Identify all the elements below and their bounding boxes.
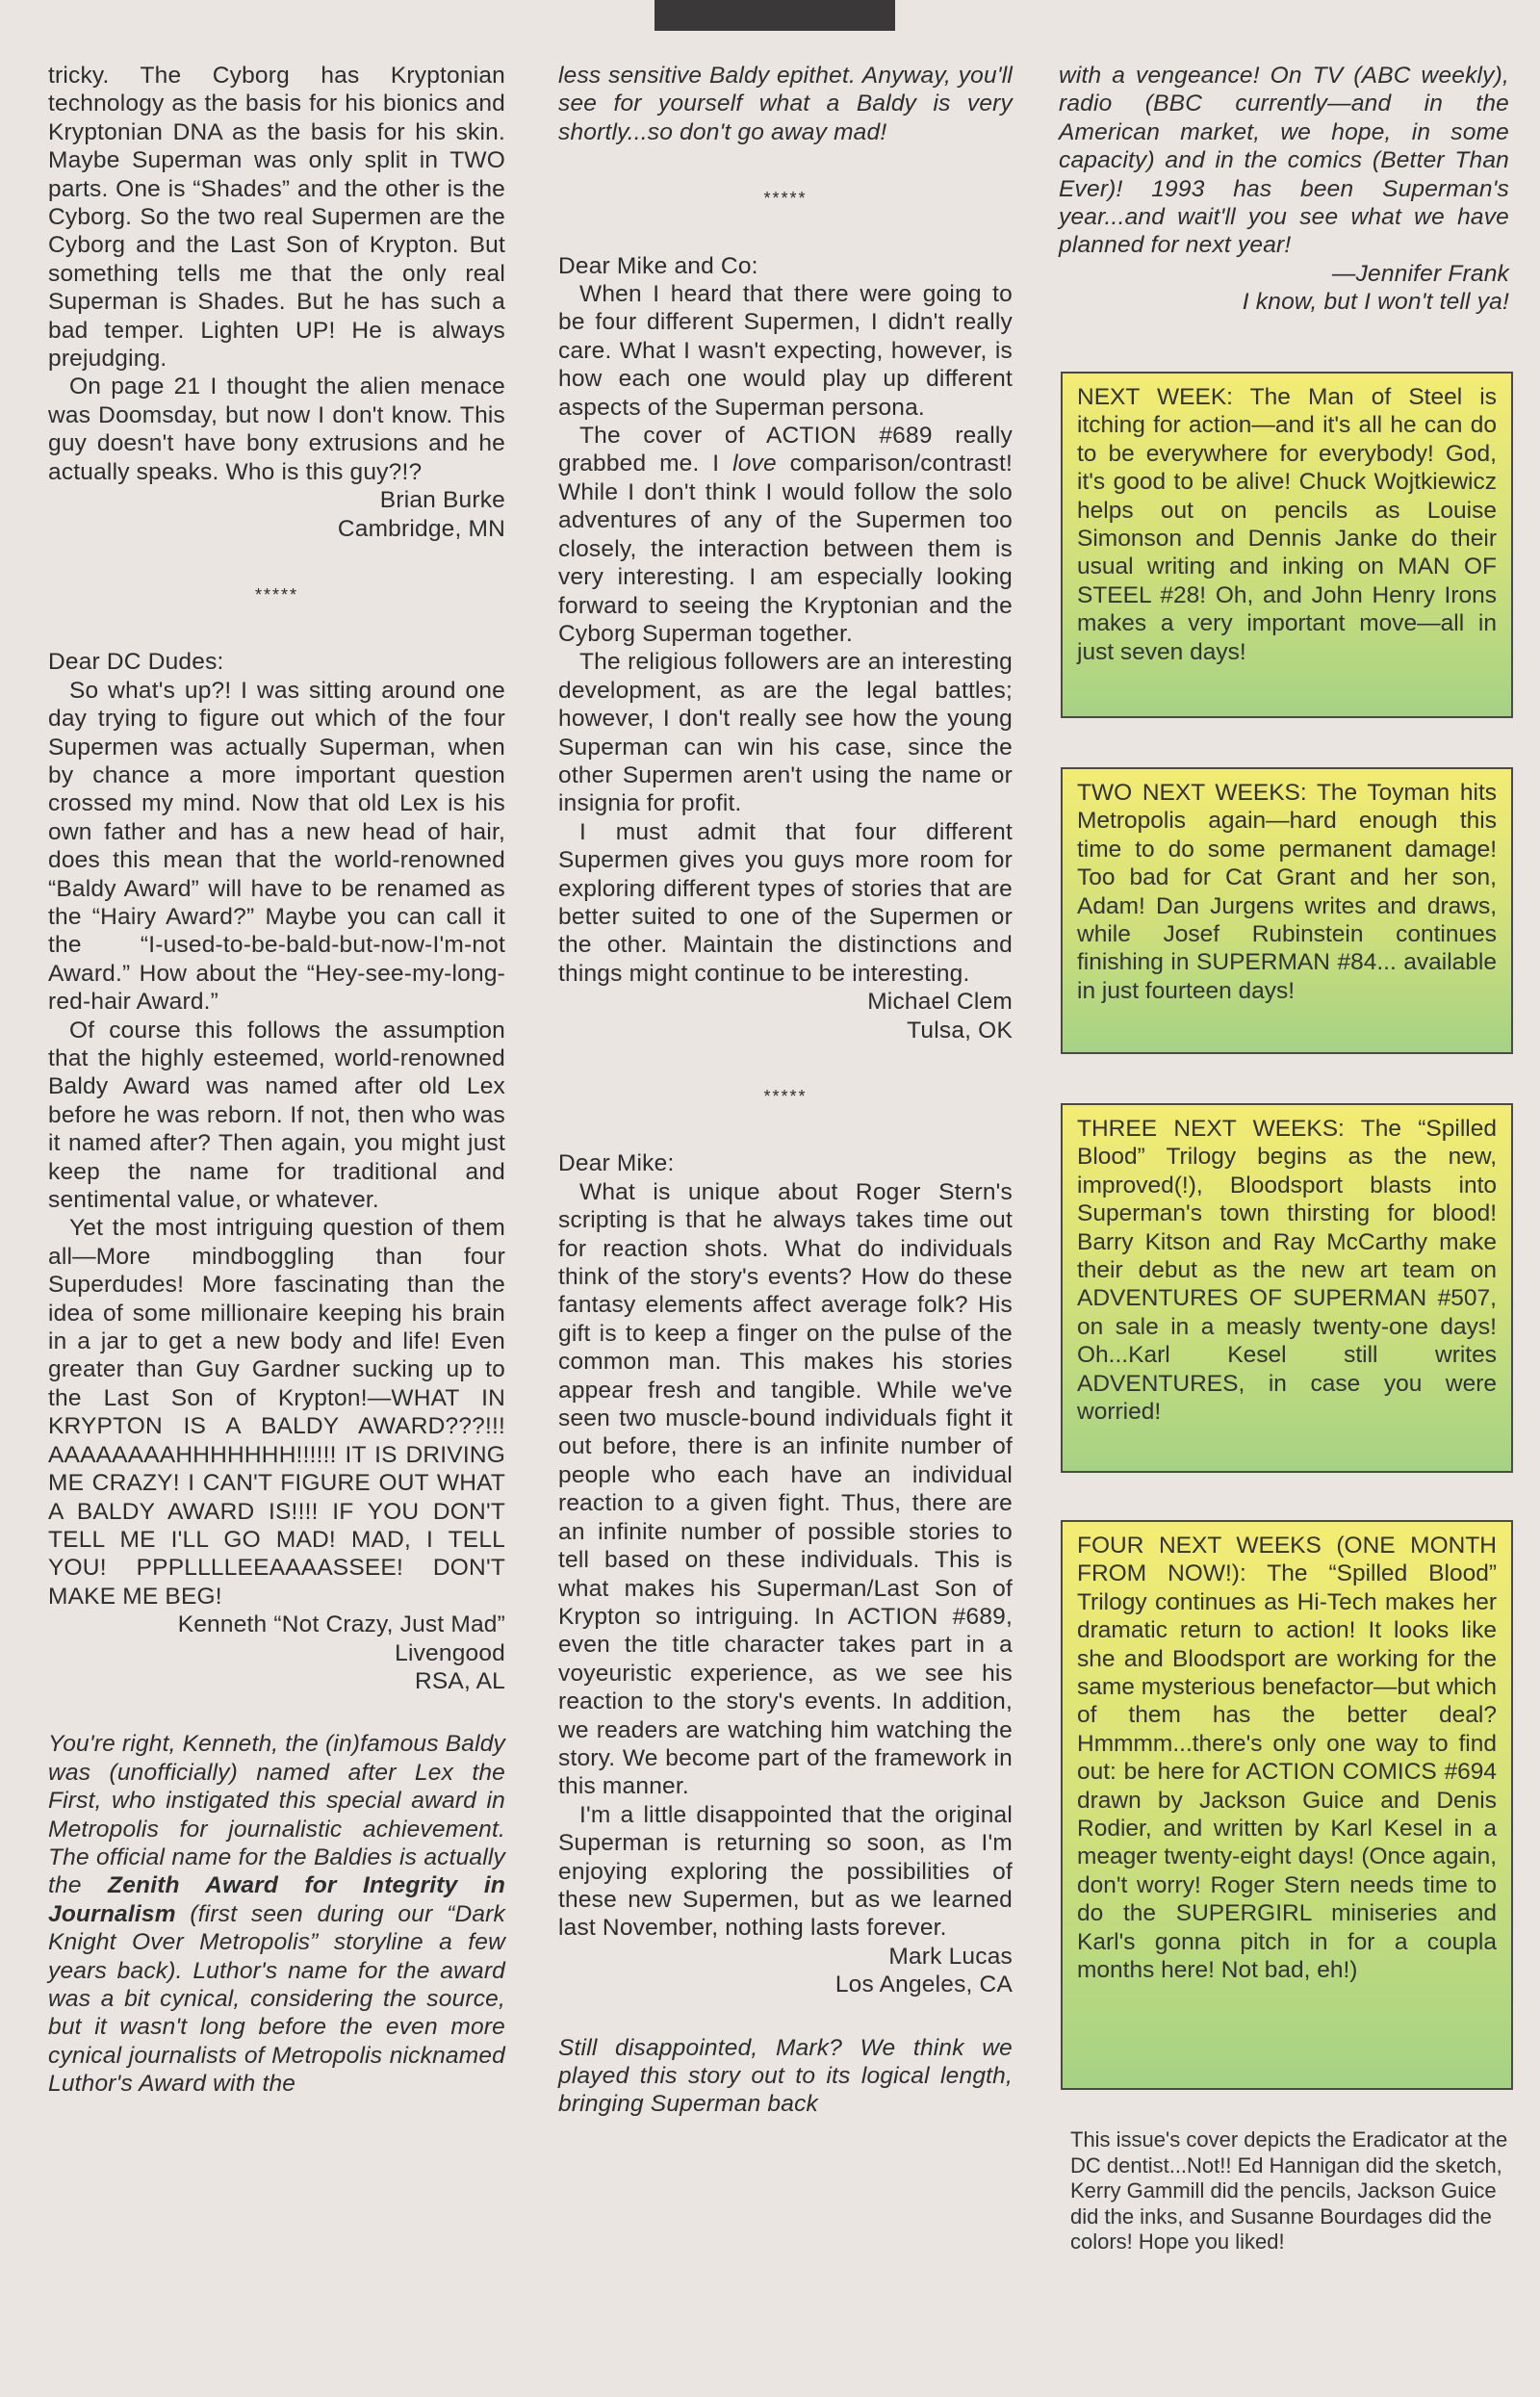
signature-line: Tulsa, OK: [907, 1017, 1013, 1044]
editor-reply: with a vengeance! On TV (ABC weekly), radio (BBC currently—and in the American market, we hope, in some capacity) and in the comics (Better Than Ever)! 1993 has been Superman's year...and wait'll you see what we have planned for next year!: [1059, 63, 1509, 259]
letters-column-2: [558, 62, 1013, 2119]
section-divider: *****: [254, 584, 299, 605]
next-week-box: NEXT WEEK: The Man of Steel is itching for action—and it's all he can do to be everywhere for everybody! God, it's good to be alive! Chuck Wojtkiewicz helps out on pencils as Louise Simonson and Dennis Janke do their usual writing and inking on MAN OF STEEL #28! Oh, and John Henry Irons makes a very important move—all in just seven days!: [1061, 372, 1513, 718]
signature-line: Cambridge, MN: [337, 515, 505, 542]
letter-paragraph: [558, 422, 1013, 648]
editor-reply: Still disappointed, Mark? We think we played this story out to its logical length, bringing Superman back: [558, 2034, 1013, 2118]
letter-paragraph: The religious followers are an interesting development, as are the legal battles; however, I don't really see how the young Superman can win his case, since the other Supermen aren't using the name or insignia for profit.: [558, 649, 1013, 817]
signature-line: Michael Clem: [867, 989, 1013, 1016]
letter-paragraph: Yet the most intriguing question of them all—More mindboggling than four Superdudes! More fascinating than the idea of some millionaire keeping his brain in a jar to get a new body and life! Even greater than Guy Gardner sucking up to the Last Son of Krypton!—WHAT IN KRYPTON IS A BALDY AWARD???!!! AAAAAAAAHHHHHHH!!!!!! IT IS DRIVING ME CRAZY! I CAN'T FIGURE OUT WHAT A BALDY AWARD IS!!!! IF YOU DON'T TELL ME I'LL GO MAD! MAD, I TELL YOU! PPPLLLLEEAAAASSEE! DON'T MAKE ME BEG!: [48, 1215, 505, 1610]
letter-signature: [558, 1943, 1013, 1999]
letter-salutation: Dear DC Dudes:: [48, 649, 224, 676]
section-divider: *****: [763, 189, 808, 209]
signature-line: —Jennifer Frank: [1331, 260, 1509, 287]
signature-line: Kenneth “Not Crazy, Just Mad”: [177, 1611, 505, 1638]
letter-paragraph: I must admit that four different Supermen gives you guys more room for exploring different types of stories that are better suited to one of the Supermen or the other. Maintain the distinctions and things might continue to be interesting.: [558, 818, 1013, 987]
letter-paragraph: On page 21 I thought the alien menace was Doomsday, but now I don't know. This guy doesn't have bony extrusions and he actually speaks. Who is this guy?!?: [48, 374, 505, 485]
editor-reply: less sensitive Baldy epithet. Anyway, you'll see for yourself what a Baldy is very shortly...so don't go away mad!: [558, 63, 1013, 145]
letter-paragraph: So what's up?! I was sitting around one day trying to figure out which of the four Supermen was actually Superman, when by chance a more important question crossed my mind. Now that old Lex is his own father and has a new head of hair, does this mean that the world-renowned “Baldy Award” will have to be renamed as the “Hairy Award?” Maybe you can call it the “I-used-to-be-bald-but-now-I'm-not Award.” How about the “Hey-see-my-long-red-hair Award.”: [48, 677, 505, 1016]
bold-text: Zenith Award for Integrity in Journalism: [48, 1872, 506, 1927]
section-divider: *****: [763, 1087, 808, 1106]
text-run: (first seen during our “Dark Knight Over Metropolis” storyline a few years back). Luthor's name for the award was a bit cynical, considering the source, but it wasn't long before the even more cynical journalists of Metropolis nicknamed Luthor's Award with the: [48, 1900, 505, 2098]
letter-paragraph: When I heard that there were going to be four different Supermen, I didn't really care. What I wasn't expecting, however, is how each one would play up different aspects of the Superman persona.: [558, 281, 1013, 421]
emphasis-text: love: [732, 451, 777, 477]
signature-line: Los Angeles, CA: [834, 1972, 1013, 1998]
signature-line: Livengood: [395, 1639, 505, 1666]
letter-salutation: Dear Mike:: [558, 1150, 675, 1177]
three-next-weeks-box: THREE NEXT WEEKS: The “Spilled Blood” Trilogy begins as the new, improved(!), Bloodsport blasts into Superman's town thirsting for blood! Barry Kitson and Ray McCarthy make their debut as the new art team on ADVENTURES OF SUPERMAN #507, on sale in a measly twenty-one days! Oh...Karl Kesel still writes ADVENTURES, in case you were worried!: [1061, 1103, 1513, 1473]
header-bar: [654, 0, 895, 31]
four-next-weeks-box: FOUR NEXT WEEKS (ONE MONTH FROM NOW!): The “Spilled Blood” Trilogy continues as Hi-Tech makes her dramatic return to action! It looks like she and Bloodsport are working for the same mysterious benefactor—but which of them has the better deal? Hmmmm...there's only one way to find out: be here for ACTION COMICS #694 drawn by Jackson Guice and Denis Rodier, and written by Karl Kesel in a meager twenty-eight days! (Once again, don't worry! Roger Stern needs time to do the SUPERGIRL miniseries and Karl's gonna pitch in for a coupla months here! Not bad, eh!): [1061, 1520, 1513, 2090]
text-run: The cover of ACTION #689 really grabbed me. I: [558, 423, 1013, 477]
letters-column-3: [1059, 62, 1509, 317]
text-run: You're right, Kenneth, the (in)famous Baldy was (unofficially) named after Lex the First, who instigated this special award in Metropolis for journalistic achievement. The official name for the Baldies is actually the: [48, 1731, 505, 1899]
letter-paragraph: Of course this follows the assumption that the highly esteemed, world-renowned Baldy Award was named after old Lex before he was reborn. If not, then who was it named after? Then again, you might just keep the name for traditional and sentimental value, or whatever.: [48, 1017, 505, 1214]
letter-signature: [48, 486, 505, 543]
signature-line: I know, but I won't tell ya!: [1242, 289, 1509, 316]
cover-credits: This issue's cover depicts the Eradicator at the DC dentist...Not!! Ed Hannigan did the sketch, Kerry Gammill did the pencils, Jackson Guice did the inks, and Susanne Bourdages did the colors! Hope you liked!: [1070, 2127, 1508, 2254]
letter-signature: [1059, 260, 1509, 317]
letter-signature: [558, 988, 1013, 1044]
letter-paragraph: What is unique about Roger Stern's scripting is that he always takes time out for reaction shots. What do individuals think of the story's events? How do these fantasy elements affect average folk? His gift is to keep a finger on the pulse of the common man. This makes his stories appear fresh and tangible. While we've seen two muscle-bound individuals fight it out before, there is an infinite number of people who each have an individual reaction to a given fight. Thus, there are an infinite number of possible stories to tell based on these individuals. This is what makes his Superman/Last Son of Krypton so intriguing. In ACTION #689, even the title character takes part in a voyeuristic experience, as we see his reaction to the story's events. In addition, we readers are watching him watching the story. We become part of the framework in this manner.: [558, 1178, 1013, 1800]
letter-signature: [48, 1611, 505, 1695]
text-run: comparison/contrast! While I don't think I would follow the solo adventures of any of the Supermen too closely, the interaction between them is very interesting. I am especially looking forward to seeing the Kryptonian and the Cyborg Superman together.: [558, 451, 1013, 647]
letter-paragraph: tricky. The Cyborg has Kryptonian technology as the basis for his bionics and Kryptonian DNA as the basis for his skin. Maybe Superman was only split in TWO parts. One is “Shades” and the other is the Cyborg. So the two real Supermen are the Cyborg and the Last Son of Krypton. But something tells me that the only real Superman is Shades. But he has such a bad temper. Lighten UP! He is always prejudging.: [48, 63, 505, 373]
letter-salutation: Dear Mike and Co:: [558, 252, 758, 279]
signature-line: Mark Lucas: [888, 1943, 1013, 1970]
editor-reply: [48, 1730, 505, 2098]
letter-paragraph: I'm a little disappointed that the original Superman is returning so soon, as I'm enjoying exploring the possibilities of these new Supermen, but as we learned last November, nothing lasts forever.: [558, 1801, 1013, 1942]
signature-line: RSA, AL: [414, 1667, 505, 1694]
two-next-weeks-box: TWO NEXT WEEKS: The Toyman hits Metropolis again—hard enough this time to do some permanent damage! Too bad for Cat Grant and her son, Adam! Dan Jurgens writes and draws, while Josef Rubinstein continues finishing in SUPERMAN #84... available in just fourteen days!: [1061, 767, 1513, 1054]
letters-column-1: [48, 62, 505, 2099]
signature-line: Brian Burke: [379, 487, 505, 514]
